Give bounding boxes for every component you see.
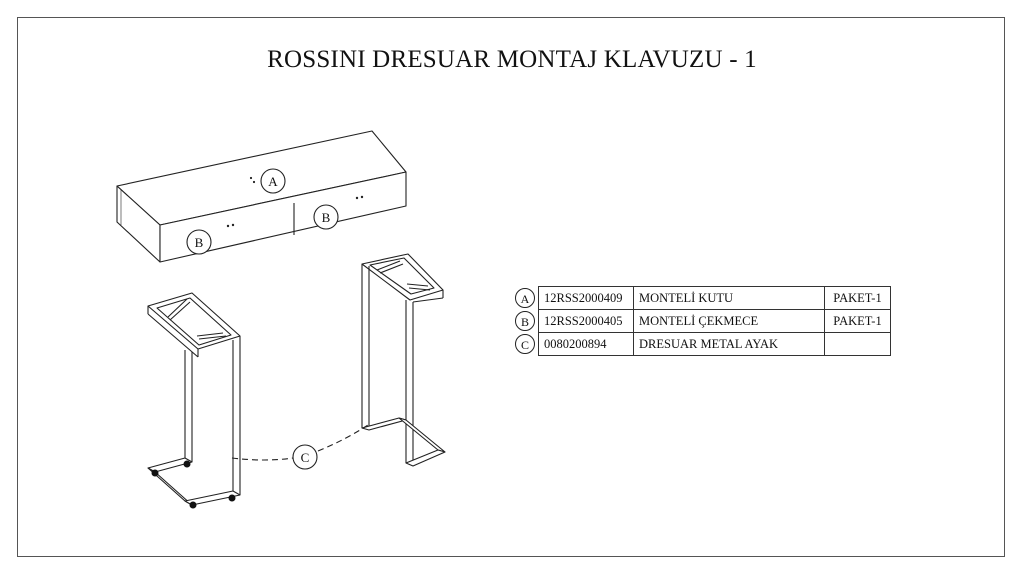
part-description: MONTELİ ÇEKMECE: [634, 310, 825, 333]
part-letter: A: [515, 288, 535, 308]
callout-a: [261, 169, 285, 193]
part-package: [825, 333, 891, 356]
part-package: PAKET-1: [825, 287, 891, 310]
part-description: MONTELİ KUTU: [634, 287, 825, 310]
callout-b-left: [187, 230, 211, 254]
part-package: PAKET-1: [825, 310, 891, 333]
page-title: ROSSINI DRESUAR MONTAJ KLAVUZU - 1: [267, 46, 757, 73]
callout-b-right: [314, 205, 338, 229]
part-code: 12RSS2000409: [539, 287, 634, 310]
callout-b-left-label: B: [194, 235, 204, 250]
console-top-box: [117, 131, 406, 262]
parts-table: [512, 286, 891, 356]
callout-a-label: A: [268, 174, 278, 189]
part-letter: C: [515, 334, 535, 354]
table-row: [512, 287, 891, 310]
callout-c: [232, 425, 368, 469]
callout-c-label: C: [300, 450, 310, 465]
part-description: DRESUAR METAL AYAK: [634, 333, 825, 356]
metal-leg-left: [148, 293, 240, 509]
table-row: [512, 333, 891, 356]
callout-b-right-label: B: [321, 210, 331, 225]
part-code: 0080200894: [539, 333, 634, 356]
table-row: [512, 310, 891, 333]
metal-leg-right: [362, 254, 445, 466]
part-letter: B: [515, 311, 535, 331]
part-code: 12RSS2000405: [539, 310, 634, 333]
